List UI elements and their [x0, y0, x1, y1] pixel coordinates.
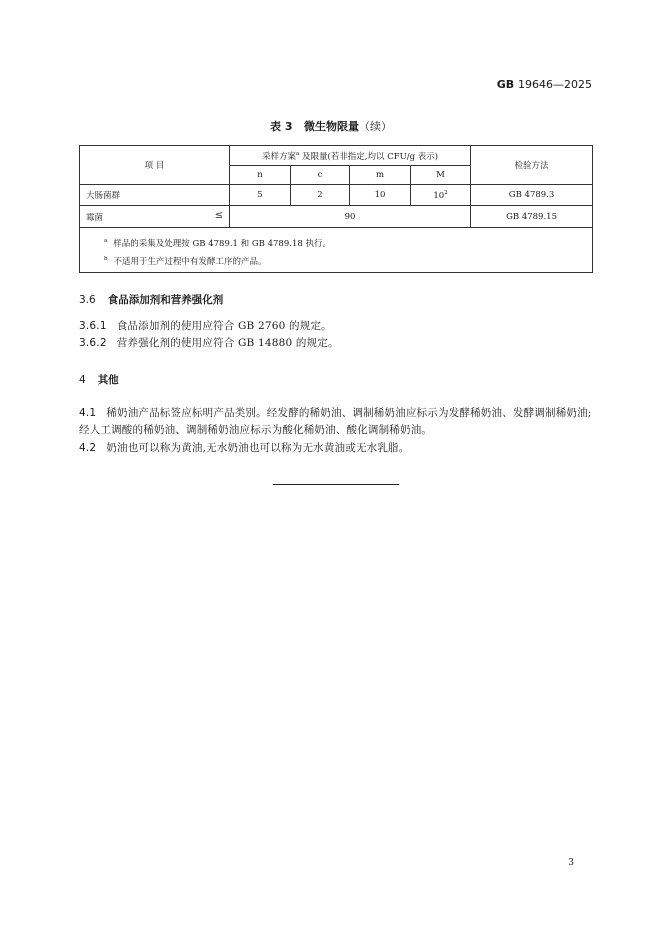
- clause: [79, 318, 595, 335]
- header-sampling-rest: 及限量(若非指定,均以 CFU/g 表示): [299, 151, 439, 162]
- row-m: 10: [350, 185, 411, 206]
- end-rule: [273, 484, 399, 485]
- row-M: [411, 185, 471, 206]
- note-text: 样品的采集及处理按 GB 4789.1 和 GB 4789.18 执行。: [113, 239, 331, 249]
- note-text: 不适用于生产过程中有发酵工序的产品。: [113, 257, 267, 267]
- microbial-limits-table: [79, 145, 593, 273]
- note-mark: b: [104, 256, 108, 262]
- table-note: [104, 252, 592, 270]
- row-method: GB 4789.3: [471, 185, 593, 206]
- standard-number: [497, 78, 592, 91]
- row-M-exp: 2: [444, 189, 448, 196]
- row-M-base: 10: [433, 190, 445, 201]
- row-c: 2: [291, 185, 350, 206]
- row-method: GB 4789.15: [471, 206, 593, 228]
- clause-text: 食品添加剂的使用应符合 GB 2760 的规定。: [116, 320, 332, 332]
- clause: [79, 335, 595, 352]
- row-item-label: 霉菌: [86, 212, 104, 223]
- subheader-n: n: [230, 166, 291, 185]
- subheader-c: c: [291, 166, 350, 185]
- header-sampling: [230, 146, 471, 166]
- clause: [79, 440, 595, 457]
- clause: [79, 405, 595, 439]
- header-sampling-sup: a: [295, 150, 300, 157]
- subheader-m: m: [350, 166, 411, 185]
- section-number: 3.6: [79, 294, 96, 306]
- table-number: 表 3: [270, 120, 293, 133]
- table-row: [80, 206, 593, 228]
- table-name: 微生物限量: [303, 120, 359, 133]
- table-row: [80, 185, 593, 206]
- less-equal-sign: ≤: [214, 210, 223, 221]
- row-value: 90: [230, 206, 471, 228]
- clause-number: 4.2: [79, 442, 97, 454]
- header-sampling-main: 采样方案: [261, 151, 296, 162]
- section-heading: [79, 372, 119, 387]
- header-item: 项 目: [80, 146, 230, 185]
- section-title: 其他: [97, 374, 119, 386]
- table-header-row: [80, 146, 593, 166]
- clause-number: 4.1: [79, 407, 97, 419]
- row-n: 5: [230, 185, 291, 206]
- clause-text: 营养强化剂的使用应符合 GB 14880 的规定。: [116, 337, 339, 349]
- clause-text: 奶油也可以称为黄油,无水奶油也可以称为无水黄油或无水乳脂。: [106, 442, 410, 454]
- table-title: [0, 118, 662, 134]
- section-title: 食品添加剂和营养强化剂: [107, 294, 224, 306]
- row-item: 大肠菌群: [80, 185, 230, 206]
- table-notes-row: [80, 228, 593, 273]
- note-mark: a: [104, 238, 108, 244]
- table-continued: （续）: [358, 120, 392, 133]
- clause-text: 稀奶油产品标签应标明产品类别。经发酵的稀奶油、调制稀奶油应标示为发酵稀奶油、发酵调制稀奶油;经人工调酸的稀奶油、调制稀奶油应标示为酸化稀奶油、酸化调制稀奶油。: [79, 407, 592, 436]
- standard-prefix: GB: [496, 78, 515, 91]
- page-number: 3: [568, 858, 574, 868]
- clause-number: 3.6.2: [79, 337, 107, 349]
- clause-number: 3.6.1: [79, 320, 107, 332]
- subheader-M: M: [411, 166, 471, 185]
- table-note: [104, 234, 592, 252]
- section-heading: [79, 292, 223, 307]
- row-item: [80, 206, 230, 228]
- section-number: 4: [79, 374, 86, 386]
- table-notes: [80, 228, 593, 273]
- header-method: 检验方法: [471, 146, 593, 185]
- standard-code: 19646—2025: [518, 78, 592, 91]
